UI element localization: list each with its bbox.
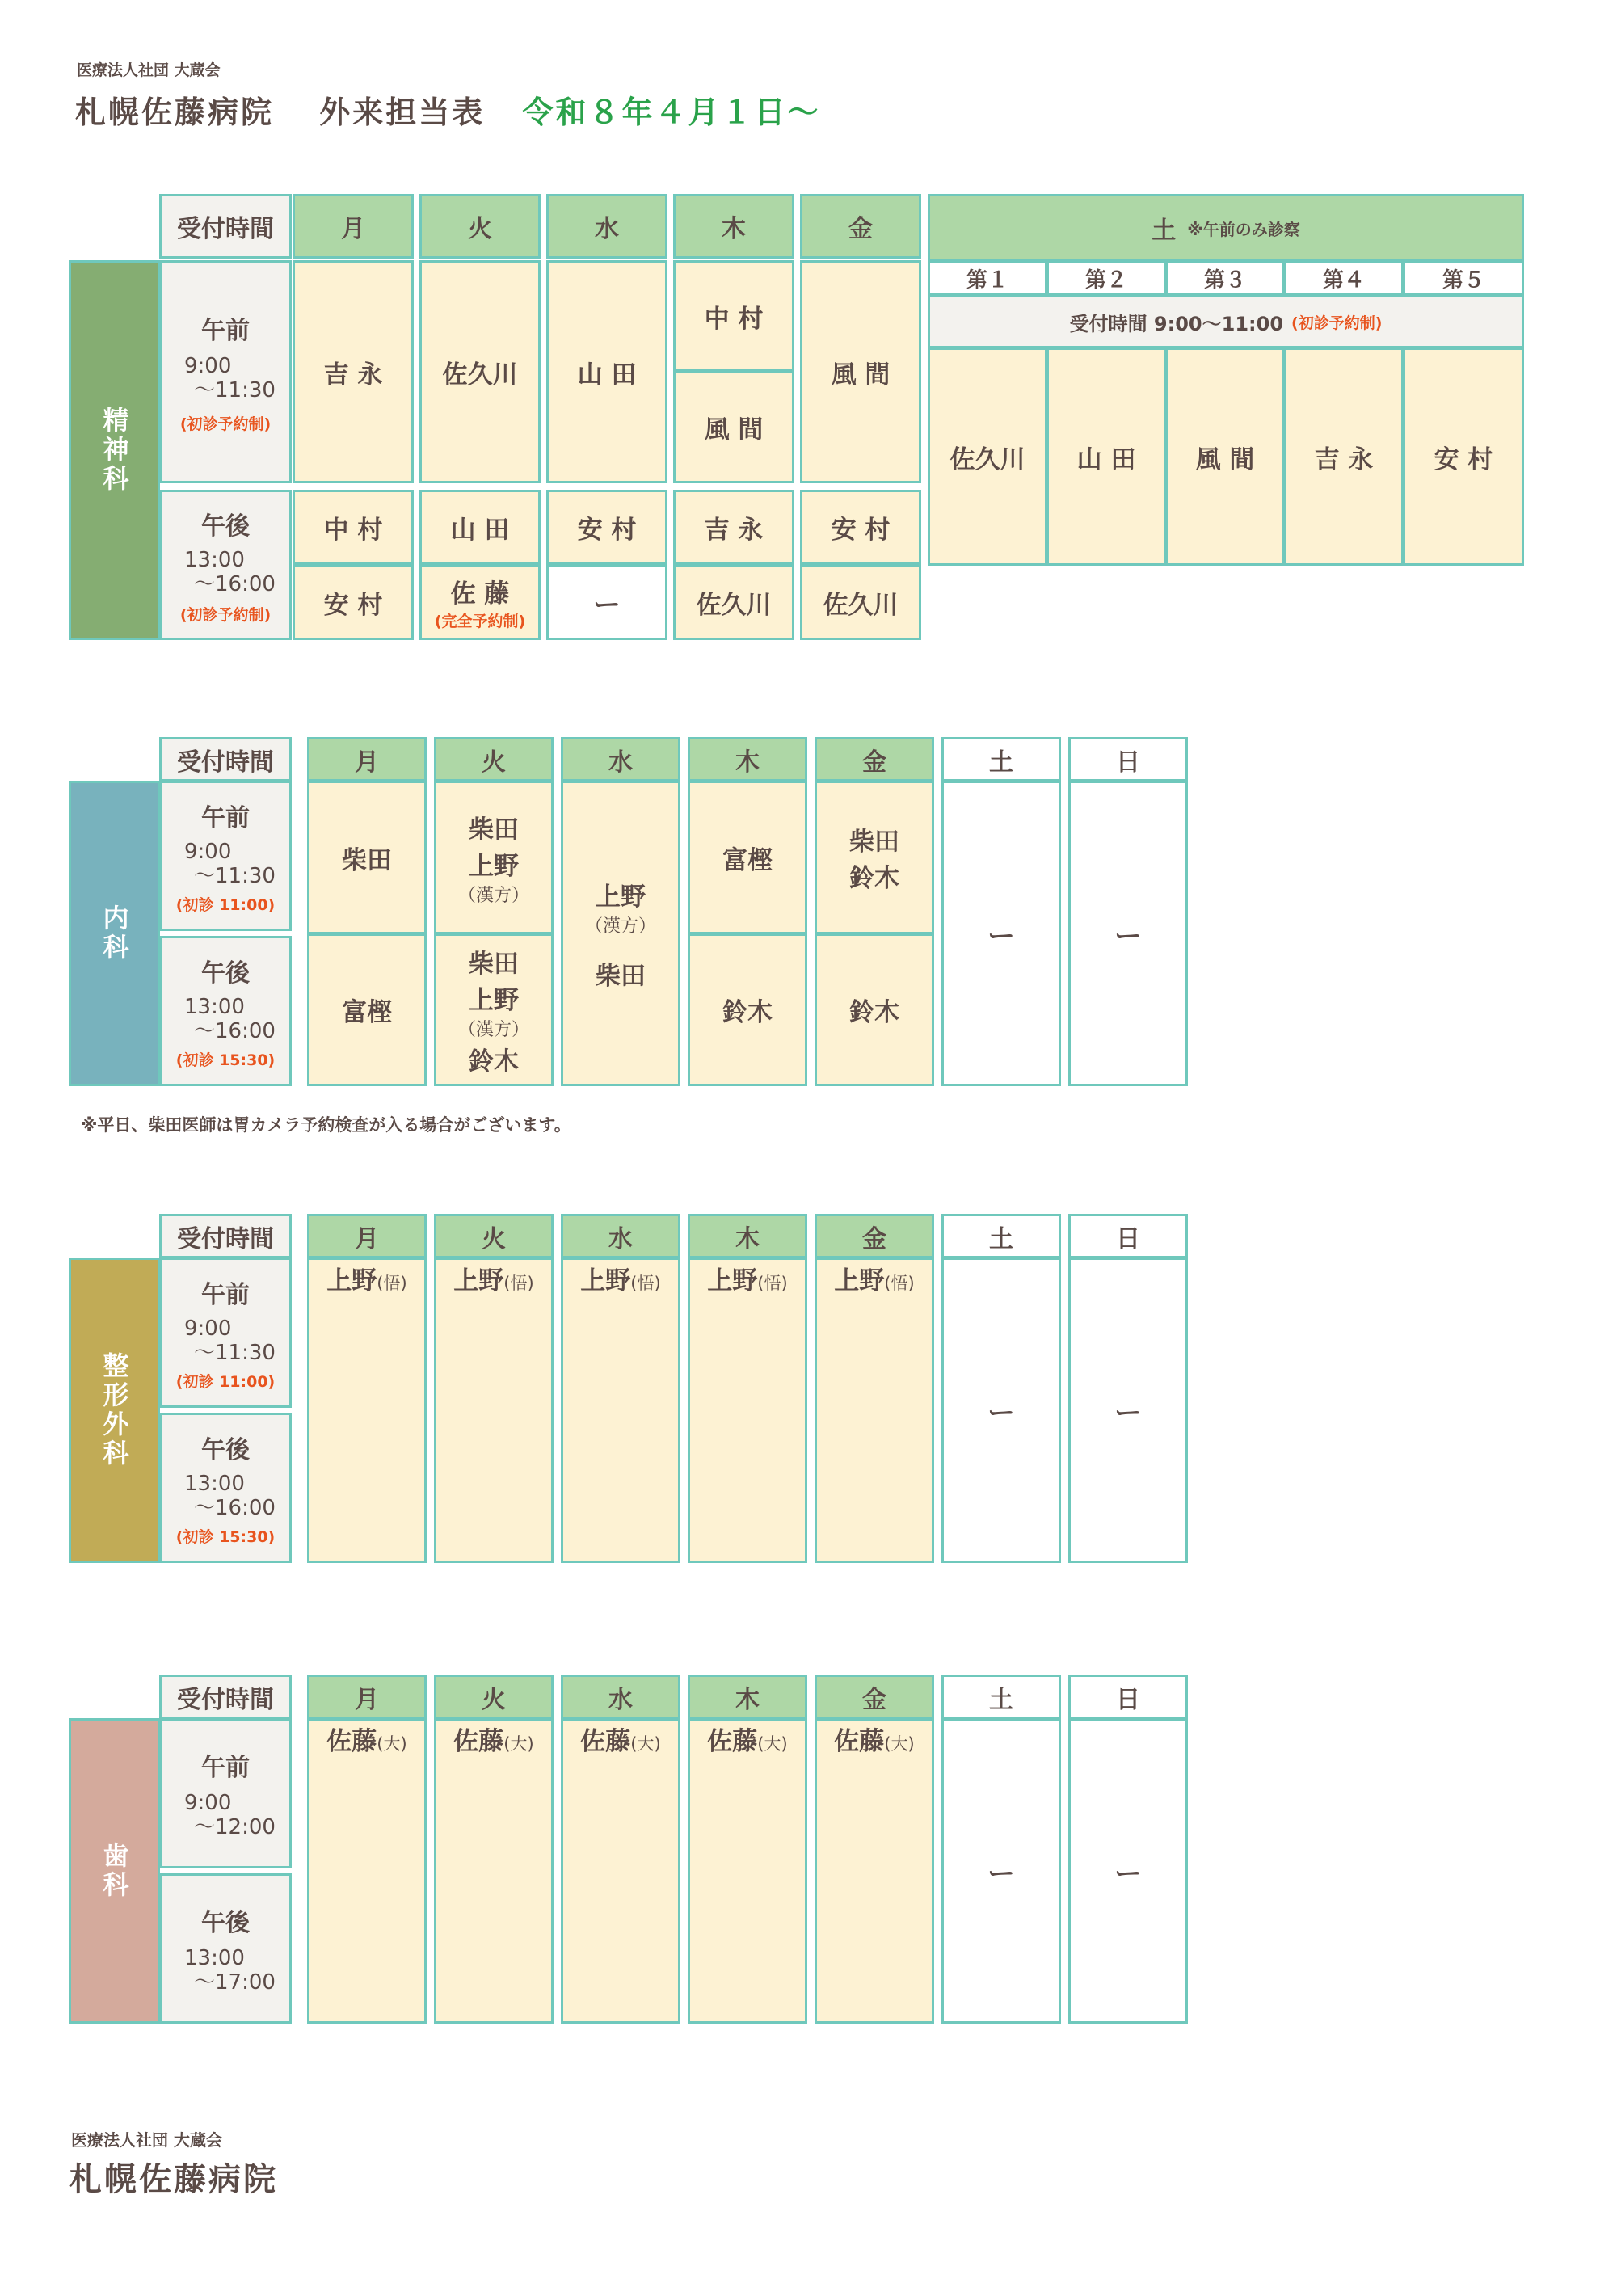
dental-pm-time: 午後 13:00 〜17:00 <box>159 1873 292 2024</box>
dental-day-sat: 土 <box>941 1675 1061 1719</box>
ortho-day-fri: 金 <box>815 1214 934 1258</box>
dental-day-fri: 金 <box>815 1675 934 1719</box>
psych-day-fri: 金 <box>800 194 921 259</box>
ortho-day-sun: 日 <box>1068 1214 1188 1258</box>
internal-pm-time: 午後 13:00 〜16:00 (初診 15:30) <box>159 936 292 1086</box>
psych-sat-header: 土 ※午前のみ診察 <box>928 194 1524 262</box>
psych-pm2-fri: 佐久川 <box>800 564 921 640</box>
psych-sat-week-4: 第４ <box>1284 260 1404 296</box>
internal-day-sun: 日 <box>1068 737 1188 781</box>
psych-day-wed: 水 <box>546 194 667 259</box>
ortho-thu: 上野 (悟) <box>688 1258 807 1563</box>
dental-am-time: 午前 9:00 〜12:00 <box>159 1718 292 1868</box>
psych-pm2-thu: 佐久川 <box>673 564 794 640</box>
dental-sat: ー <box>941 1718 1061 2024</box>
dental-day-thu: 木 <box>688 1675 807 1719</box>
psych-am-wed: 山 田 <box>546 260 667 483</box>
psych-sat-week-3: 第３ <box>1165 260 1285 296</box>
dental-fri: 佐藤 (大) <box>815 1718 934 2024</box>
internal-pm-tue: 柴田 上野 （漢方） 鈴木 <box>434 933 554 1086</box>
footer-org: 医療法人社団 大蔵会 <box>71 2130 222 2150</box>
internal-day-sat: 土 <box>941 737 1061 781</box>
psych-sat-reception: 受付時間 9:00〜11:00 (初診予約制) <box>928 295 1524 348</box>
ortho-fri: 上野 (悟) <box>815 1258 934 1563</box>
psych-am-thu-2: 風 間 <box>673 371 794 483</box>
table-title: 外来担当表 <box>319 95 486 130</box>
dental-day-sun: 日 <box>1068 1675 1188 1719</box>
dental-mon: 佐藤 (大) <box>307 1718 427 2024</box>
psych-am-mon: 吉 永 <box>293 260 414 483</box>
psych-am-thu-1: 中 村 <box>673 260 794 372</box>
psych-sat-doctor-3: 風 間 <box>1165 348 1285 566</box>
page-title <box>75 87 821 132</box>
internal-day-tue: 火 <box>434 737 554 781</box>
psych-sat-doctor-4: 吉 永 <box>1284 348 1404 566</box>
psych-pm1-thu: 吉 永 <box>673 490 794 565</box>
internal-sat: ー <box>941 781 1061 1086</box>
psych-day-thu: 木 <box>673 194 794 259</box>
internal-day-thu: 木 <box>688 737 807 781</box>
ortho-tue: 上野 (悟) <box>434 1258 554 1563</box>
dental-sun: ー <box>1068 1718 1188 2024</box>
internal-day-wed: 水 <box>561 737 680 781</box>
psych-dept-label: 精神科 <box>69 260 160 640</box>
psych-am-tue: 佐久川 <box>419 260 541 483</box>
internal-day-fri: 金 <box>815 737 934 781</box>
psych-sat-week-5: 第５ <box>1403 260 1524 296</box>
internal-am-tue: 柴田 上野 （漢方） <box>434 781 554 934</box>
psych-pm1-wed: 安 村 <box>546 490 667 565</box>
ortho-sat: ー <box>941 1258 1061 1563</box>
internal-sun: ー <box>1068 781 1188 1086</box>
internal-pm-mon: 富樫 <box>307 933 427 1086</box>
dental-day-tue: 火 <box>434 1675 554 1719</box>
internal-day-mon: 月 <box>307 737 427 781</box>
psych-pm2-tue: 佐 藤 (完全予約制) <box>419 564 541 640</box>
hospital-name: 札幌佐藤病院 <box>75 95 275 130</box>
internal-pm-fri: 鈴木 <box>815 933 934 1086</box>
ortho-day-thu: 木 <box>688 1214 807 1258</box>
footer-hospital: 札幌佐藤病院 <box>69 2161 278 2198</box>
psych-am-time: 午前 9:00 〜11:30 (初診予約制) <box>159 260 292 483</box>
ortho-pm-time: 午後 13:00 〜16:00 (初診 15:30) <box>159 1413 292 1563</box>
internal-dept-label: 内科 <box>69 781 160 1086</box>
ortho-day-mon: 月 <box>307 1214 427 1258</box>
internal-pm-thu: 鈴木 <box>688 933 807 1086</box>
psych-pm2-wed: ー <box>546 564 667 640</box>
dental-reception-header: 受付時間 <box>159 1675 292 1719</box>
internal-am-mon: 柴田 <box>307 781 427 934</box>
psych-pm1-tue: 山 田 <box>419 490 541 565</box>
psych-pm1-mon: 中 村 <box>293 490 414 565</box>
internal-am-time: 午前 9:00 〜11:30 (初診 11:00) <box>159 781 292 931</box>
dental-tue: 佐藤 (大) <box>434 1718 554 2024</box>
ortho-mon: 上野 (悟) <box>307 1258 427 1563</box>
ortho-sun: ー <box>1068 1258 1188 1563</box>
internal-wed: 上野 （漢方） 柴田 <box>561 781 680 1086</box>
psych-am-fri: 風 間 <box>800 260 921 483</box>
psych-pm-time: 午後 13:00 〜16:00 (初診予約制) <box>159 490 292 640</box>
ortho-dept-label: 整形外科 <box>69 1258 160 1563</box>
psych-day-mon: 月 <box>293 194 414 259</box>
psych-day-tue: 火 <box>419 194 541 259</box>
dental-dept-label: 歯科 <box>69 1718 160 2024</box>
dental-day-wed: 水 <box>561 1675 680 1719</box>
psych-sat-week-1: 第１ <box>928 260 1047 296</box>
psych-pm1-fri: 安 村 <box>800 490 921 565</box>
psych-sat-doctor-2: 山 田 <box>1046 348 1166 566</box>
ortho-day-wed: 水 <box>561 1214 680 1258</box>
internal-am-fri: 柴田 鈴木 <box>815 781 934 934</box>
internal-am-thu: 富樫 <box>688 781 807 934</box>
dental-day-mon: 月 <box>307 1675 427 1719</box>
ortho-reception-header: 受付時間 <box>159 1214 292 1258</box>
psych-pm2-mon: 安 村 <box>293 564 414 640</box>
psych-sat-doctor-5: 安 村 <box>1403 348 1524 566</box>
header-org: 医療法人社団 大蔵会 <box>77 61 221 79</box>
psych-sat-doctor-1: 佐久川 <box>928 348 1047 566</box>
dental-wed: 佐藤 (大) <box>561 1718 680 2024</box>
effective-date: 令和８年４月１日〜 <box>522 95 821 130</box>
ortho-day-tue: 火 <box>434 1214 554 1258</box>
ortho-day-sat: 土 <box>941 1214 1061 1258</box>
psych-reception-header: 受付時間 <box>159 194 292 259</box>
ortho-wed: 上野 (悟) <box>561 1258 680 1563</box>
dental-thu: 佐藤 (大) <box>688 1718 807 2024</box>
internal-reception-header: 受付時間 <box>159 737 292 781</box>
psych-sat-week-2: 第２ <box>1046 260 1166 296</box>
ortho-am-time: 午前 9:00 〜11:30 (初診 11:00) <box>159 1258 292 1408</box>
internal-footnote: ※平日、柴田医師は胃カメラ予約検査が入る場合がございます。 <box>81 1115 571 1135</box>
